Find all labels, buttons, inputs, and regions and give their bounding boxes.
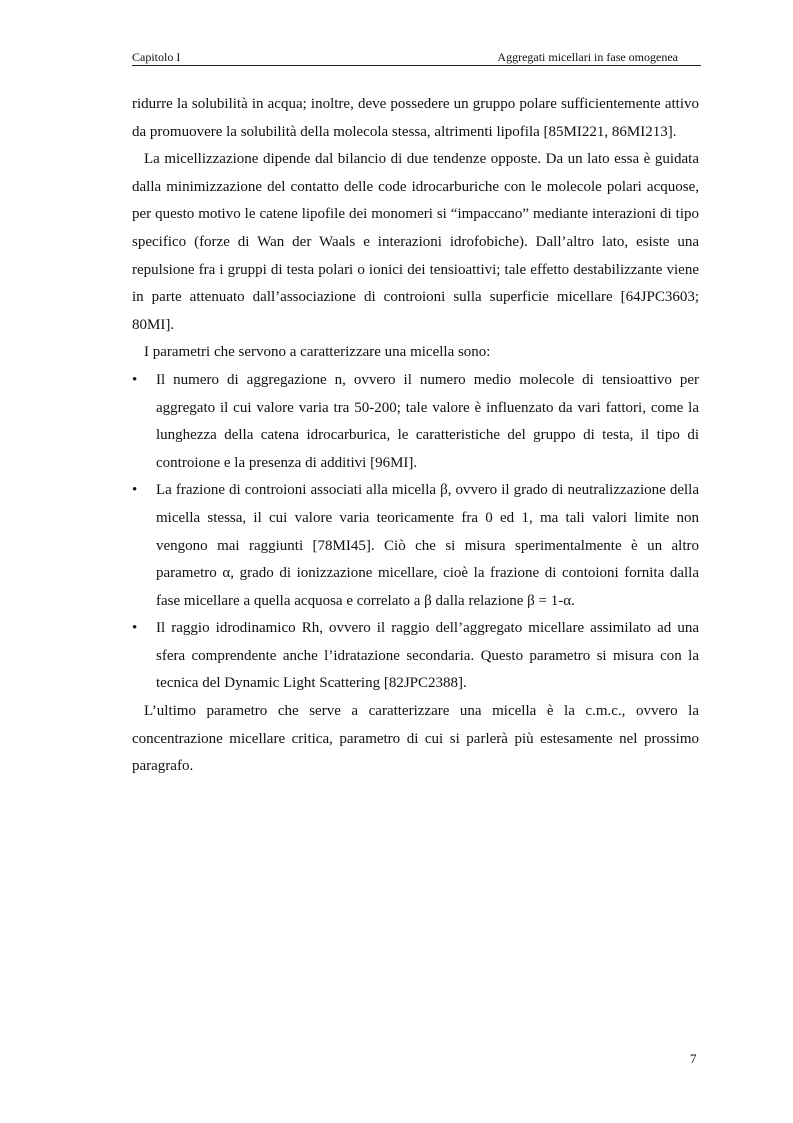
page-body xyxy=(132,91,699,781)
bullet-icon: • xyxy=(132,482,138,499)
paragraph-micellization: La micellizzazione dipende dal bilancio di due tendenze opposte. Da un lato essa è guidata dalla minimizzazione del contatto delle code idrocarburiche con le molecole polari acquose, per questo motivo le catene lipofile dei monomeri si “impaccano” mediante interazioni di tipo specifico (forze di Wan der Waals e interazioni idrofobiche). Dall’altro lato, esiste una repulsione fra i gruppi di testa polari o ionici dei tensioattivi; tale effetto destabilizzante viene in parte attenuato dall’associazione di controioni sulla superficie micellare [64JPC3603; 80MI]. xyxy=(132,151,699,333)
list-item-text: La frazione di controioni associati alla micella β, ovvero il grado di neutralizzazione della micella stessa, il cui valore varia teoricamente fra 0 ed 1, ma tali valori limite non vengono mai raggiunti [78MI45]. Ciò che si misura sperimentalmente è un altro parametro α, grado di ionizzazione micellare, cioè la frazione di contoioni fornita dalla fase micellare a quella acquosa e correlato a β dalla relazione β = 1-α. xyxy=(156,482,699,609)
bullet-icon: • xyxy=(132,620,138,637)
bullet-icon: • xyxy=(132,371,138,388)
section-title: Aggregati micellari in fase omogenea xyxy=(497,50,678,64)
list-item-text: Il raggio idrodinamico Rh, ovvero il raggio dell’aggregato micellare assimilato ad una sfera comprendente anche l’idratazione secondaria. Questo parametro si misura con la tecnica del Dynamic Light Scattering [82JPC2388]. xyxy=(156,620,699,692)
list-item xyxy=(132,477,699,615)
list-item-text: Il numero di aggregazione n, ovvero il numero medio molecole di tensioattivo per aggregato il cui valore varia tra 50-200; tale valore è influenzato da vari fattori, come la lunghezza della catena idrocarburica, le caratteristiche del gruppo di testa, il tipo di controione e la presenza di additivi [96MI]. xyxy=(156,371,699,471)
chapter-label: Capitolo I xyxy=(132,50,181,64)
paragraph-cmc: L’ultimo parametro che serve a caratterizzare una micella è la c.m.c., ovvero la concentrazione micellare critica, parametro di cui si parlerà più estesamente nel prossimo paragrafo. xyxy=(132,703,699,775)
paragraph-continuation: ridurre la solubilità in acqua; inoltre, deve possedere un gruppo polare sufficientemente attivo da promuovere la solubilità della molecola stessa, altrimenti lipofila [85MI221, 86MI213]. xyxy=(132,96,699,140)
page-number: 7 xyxy=(690,1051,697,1066)
header-rule xyxy=(132,65,701,66)
running-header xyxy=(132,49,700,65)
paragraph-parameters-intro: I parametri che servono a caratterizzare una micella sono: xyxy=(144,344,491,361)
list-item xyxy=(132,615,699,698)
list-item xyxy=(132,367,699,477)
parameter-list xyxy=(132,367,699,698)
